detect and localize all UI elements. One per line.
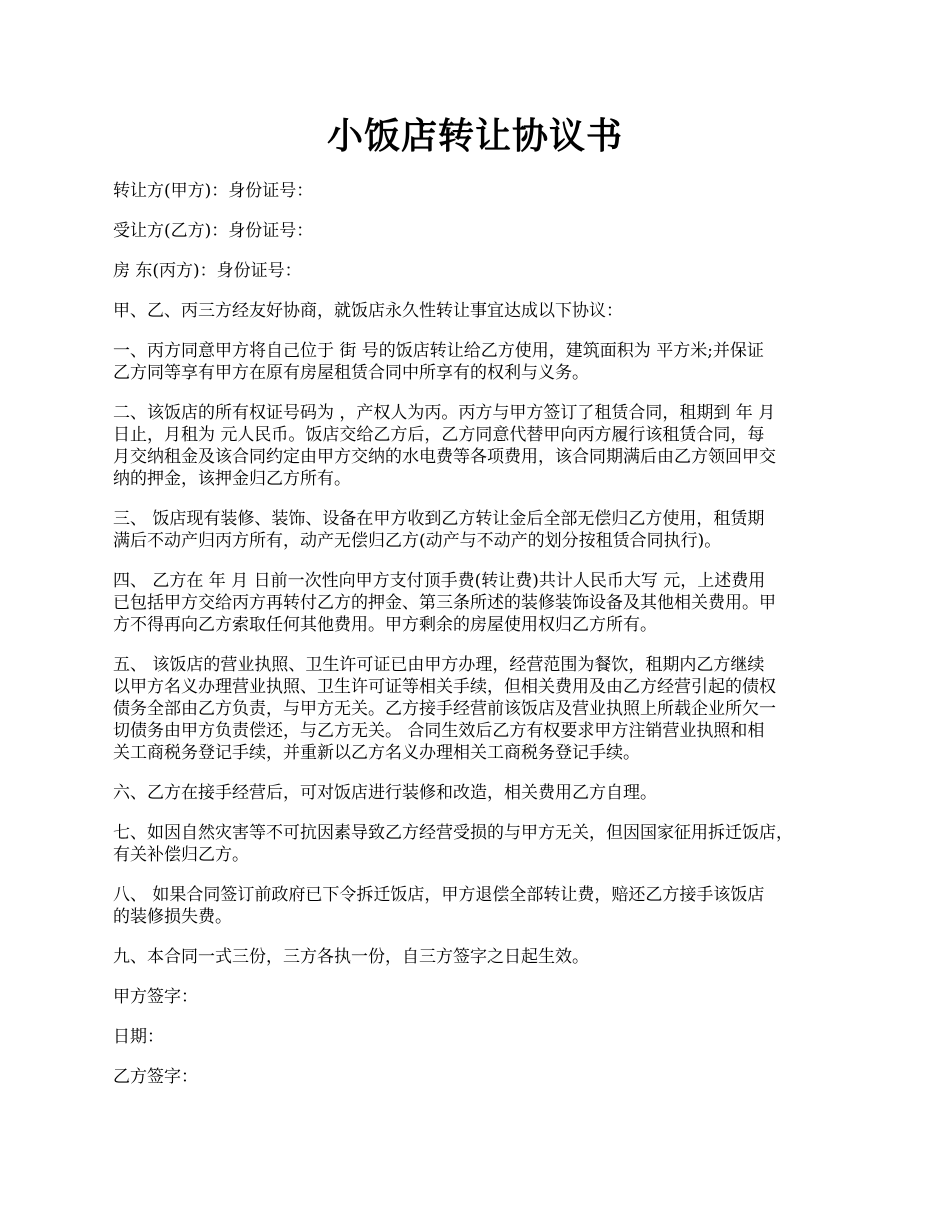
clause-5: [113, 654, 853, 764]
clause-8: [113, 884, 853, 928]
clause-4-line-2: 已包括甲方交给丙方再转付乙方的押金、第三条所述的装修装饰设备及其他相关费用。甲: [113, 593, 776, 613]
clause-2-line-3: 月交纳租金及该合同约定由甲方交纳的水电费等各项费用，该合同期满后由乙方领回甲交: [113, 447, 776, 467]
party-b-line: 受让方(乙方)：身份证号：: [113, 221, 314, 241]
clause-2: [113, 402, 853, 490]
clause-5-line-2: 以甲方名义办理营业执照、卫生许可证等相关手续，但相关费用及由乙方经营引起的债权: [113, 677, 776, 697]
clause-9: [113, 946, 853, 968]
party-a-line: 转让方(甲方)：身份证号：: [113, 181, 314, 201]
clause-5-line-4: 切债务由甲方负责偿还，与乙方无关。 合同生效后乙方有权要求甲方注销营业执照和相: [113, 721, 765, 741]
clause-6: [113, 782, 853, 804]
signature-date: 日期：: [113, 1027, 164, 1047]
document-title: 小饭店转让协议书: [326, 115, 623, 157]
clause-4: [113, 570, 853, 636]
clause-2-line-4: 纳的押金，该押金归乙方所有。: [113, 469, 351, 489]
clause-3-line-2: 满后不动产归丙方所有，动产无偿归乙方(动产与不动产的划分按租赁合同执行)。: [113, 531, 722, 551]
signature-party-b: 乙方签字：: [113, 1067, 198, 1087]
signature-party-a: 甲方签字：: [113, 987, 198, 1007]
clause-7-line-2: 有关补偿归乙方。: [113, 845, 249, 865]
clause-1-line-1: 一、丙方同意甲方将自己位于 街 号的饭店转让给乙方使用，建筑面积为 平方米;并保证: [113, 341, 764, 361]
document-body: [113, 180, 853, 1106]
clause-8-line-2: 的装修损失费。: [113, 907, 232, 927]
intro-paragraph: 甲、乙、丙三方经友好协商，就饭店永久性转让事宜达成以下协议：: [113, 301, 623, 321]
clause-7: [113, 822, 853, 866]
clause-5-line-1: 五、 该饭店的营业执照、卫生许可证已由甲方办理，经营范围为餐饮，租期内乙方继续: [113, 655, 765, 675]
clause-5-line-5: 关工商税务登记手续，并重新以乙方名义办理相关工商税务登记手续。: [113, 743, 640, 763]
clause-8-line-1: 八、 如果合同签订前政府已下令拆迁饭店，甲方退偿全部转让费，赔还乙方接手该饭店: [113, 885, 765, 905]
clause-9-line-1: 九、本合同一式三份，三方各执一份，自三方签字之日起生效。: [113, 947, 589, 967]
clause-2-line-2: 日止，月租为 元人民币。饭店交给乙方后，乙方同意代替甲向丙方履行该租赁合同，每: [113, 425, 765, 445]
clause-4-line-3: 方不得再向乙方索取任何其他费用。甲方剩余的房屋使用权归乙方所有。: [113, 615, 657, 635]
clause-1-line-2: 乙方同等享有甲方在原有房屋租赁合同中所享有的权利与义务。: [113, 363, 589, 383]
clause-3: [113, 508, 853, 552]
clause-3-line-1: 三、 饭店现有装修、装饰、设备在甲方收到乙方转让金后全部无偿归乙方使用，租赁期: [113, 509, 765, 529]
clause-4-line-1: 四、 乙方在 年 月 日前一次性向甲方支付顶手费(转让费)共计人民币大写 元，上述费用: [113, 571, 766, 591]
clause-5-line-3: 债务全部由乙方负责，与甲方无关。乙方接手经营前该饭店及营业执照上所载企业所欠一: [113, 699, 776, 719]
clause-1: [113, 340, 853, 384]
clause-6-line-1: 六、乙方在接手经营后，可对饭店进行装修和改造，相关费用乙方自理。: [113, 783, 657, 803]
clause-2-line-1: 二、该饭店的所有权证号码为 ，产权人为丙。丙方与甲方签订了租赁合同，租期到 年 月: [113, 403, 776, 423]
clause-7-line-1: 七、如因自然灾害等不可抗因素导致乙方经营受损的与甲方无关，但因国家征用拆迁饭店，: [113, 823, 793, 843]
party-c-line: 房 东(丙方)：身份证号：: [113, 261, 302, 281]
